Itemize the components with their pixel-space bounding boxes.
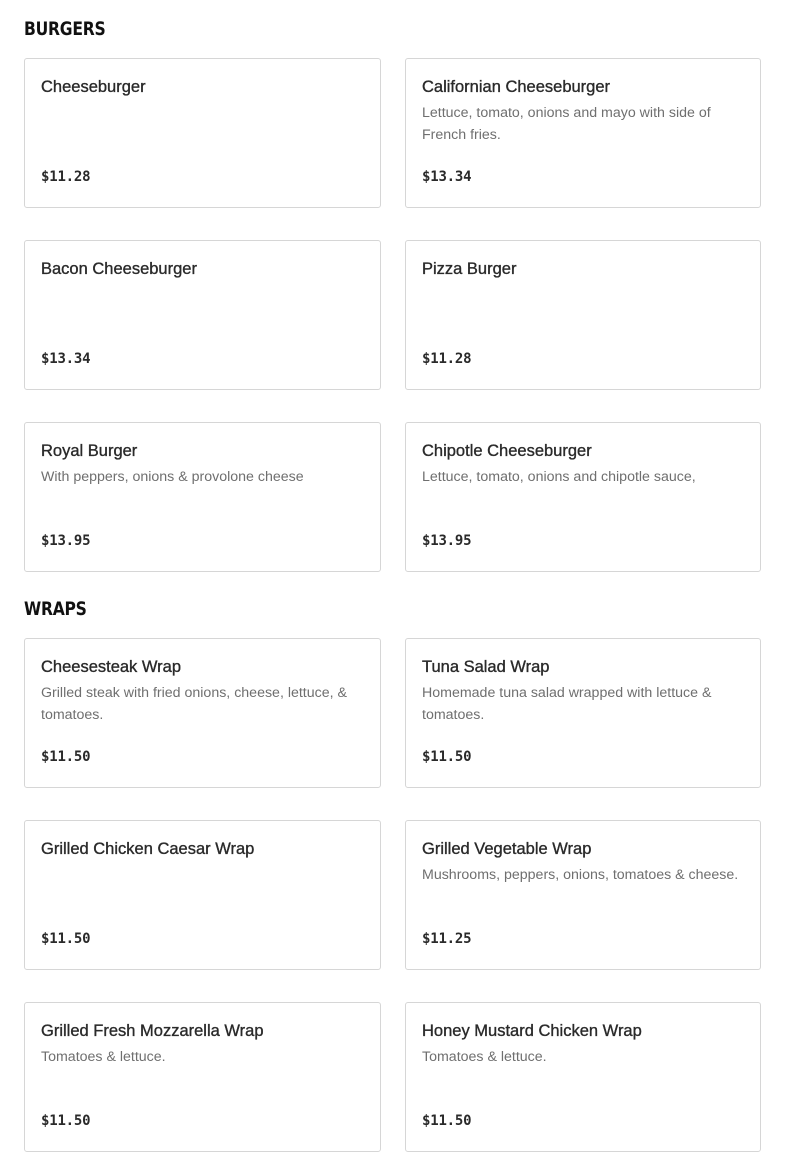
section-burgers: [24, 18, 761, 572]
menu-item-card[interactable]: [24, 58, 381, 208]
item-price: $11.50: [41, 931, 91, 947]
item-name: Royal Burger: [41, 442, 138, 460]
item-price: $11.28: [41, 169, 91, 185]
item-price: $11.50: [41, 749, 91, 765]
item-description: Homemade tuna salad wrapped with lettuce & tomatoes.: [422, 685, 712, 723]
menu-item-card[interactable]: [24, 820, 381, 970]
item-description: Grilled steak with fried onions, cheese, lettuce, & tomatoes.: [41, 685, 347, 723]
item-description: Tomatoes & lettuce.: [422, 1049, 547, 1065]
menu-item-card[interactable]: [24, 1002, 381, 1152]
item-price: $11.50: [41, 1113, 91, 1129]
menu-grid: [24, 58, 761, 572]
item-name: Honey Mustard Chicken Wrap: [422, 1022, 642, 1040]
menu-item-card[interactable]: [405, 1002, 761, 1152]
item-description: Lettuce, tomato, onions and mayo with side of French fries.: [422, 105, 711, 143]
item-price: $13.34: [422, 169, 472, 185]
menu-item-card[interactable]: [24, 240, 381, 390]
menu-grid: [24, 638, 761, 1152]
item-name: Grilled Vegetable Wrap: [422, 840, 592, 858]
item-description: Tomatoes & lettuce.: [41, 1049, 166, 1065]
section-title: WRAPS: [24, 598, 87, 620]
item-name: Tuna Salad Wrap: [422, 658, 550, 676]
item-name: Californian Cheeseburger: [422, 78, 611, 96]
menu-item-card[interactable]: [405, 422, 761, 572]
item-description: Lettuce, tomato, onions and chipotle sauce,: [422, 469, 696, 485]
item-name: Bacon Cheeseburger: [41, 260, 197, 278]
item-price: $13.95: [41, 533, 91, 549]
item-price: $13.95: [422, 533, 472, 549]
item-name: Chipotle Cheeseburger: [422, 442, 592, 460]
item-price: $11.50: [422, 749, 472, 765]
item-price: $11.50: [422, 1113, 472, 1129]
section-title: BURGERS: [24, 18, 106, 40]
menu-item-card[interactable]: [24, 638, 381, 788]
menu-item-card[interactable]: [405, 638, 761, 788]
item-description: With peppers, onions & provolone cheese: [41, 469, 304, 485]
item-name: Cheeseburger: [41, 78, 146, 96]
item-name: Pizza Burger: [422, 260, 517, 278]
item-price: $13.34: [41, 351, 91, 367]
item-price: $11.25: [422, 931, 472, 947]
menu-item-card[interactable]: [24, 422, 381, 572]
item-description: Mushrooms, peppers, onions, tomatoes & cheese.: [422, 867, 739, 883]
section-wraps: [24, 598, 761, 1152]
item-price: $11.28: [422, 351, 472, 367]
item-name: Grilled Fresh Mozzarella Wrap: [41, 1022, 264, 1040]
menu-item-card[interactable]: [405, 240, 761, 390]
menu-item-card[interactable]: [405, 820, 761, 970]
menu-item-card[interactable]: [405, 58, 761, 208]
item-name: Grilled Chicken Caesar Wrap: [41, 840, 255, 858]
item-name: Cheesesteak Wrap: [41, 658, 182, 676]
